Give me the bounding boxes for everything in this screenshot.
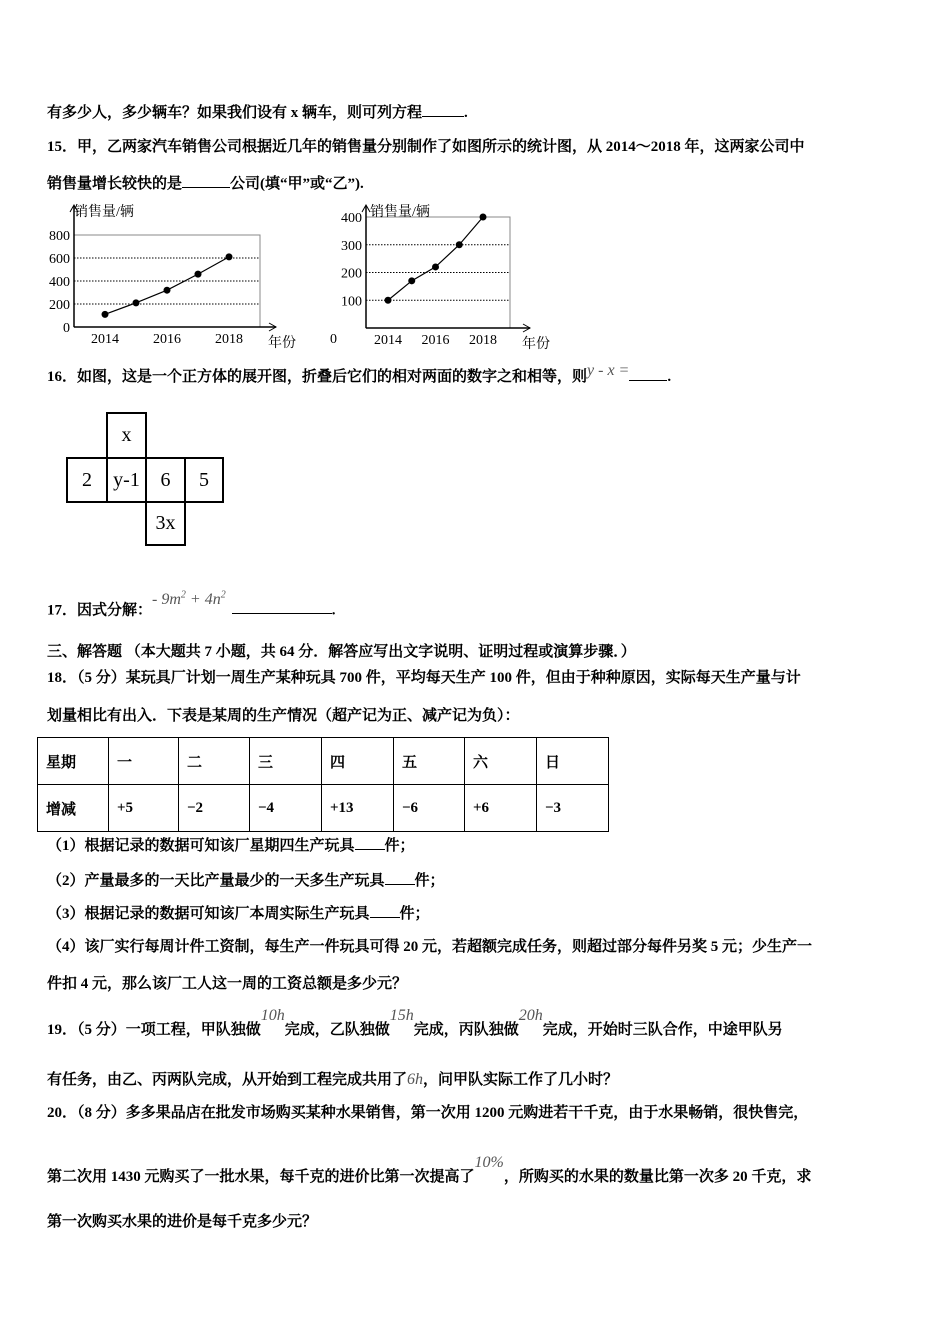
production-table bbox=[37, 737, 609, 832]
table-cell: 五 bbox=[394, 738, 465, 785]
q16 bbox=[47, 362, 672, 387]
sub-end: 件； bbox=[399, 906, 430, 922]
x-tick-label: 2016 bbox=[421, 333, 450, 348]
chart-company-jia bbox=[40, 200, 320, 350]
q18-line2: 划量相比有出入．下表是某周的生产情况（超产记为正、减产记为负）： bbox=[47, 708, 520, 724]
table-cell: −3 bbox=[537, 785, 609, 832]
q14-tail bbox=[47, 102, 468, 123]
y-tick-label: 600 bbox=[49, 252, 70, 267]
q19-text: 完成，开始时三队合作，中途甲队另 bbox=[542, 1022, 783, 1038]
exponent: 2 bbox=[180, 590, 186, 601]
data-point bbox=[480, 214, 487, 221]
table-row bbox=[38, 738, 609, 785]
answer-blank bbox=[629, 366, 667, 381]
q20-line1: 20．（8 分）多多果品店在批发市场购买某种水果销售，第一次用 1200 元购进若干千克，由于水果畅销，很快售完， bbox=[47, 1105, 809, 1121]
q17-math bbox=[152, 591, 226, 608]
math-10h: 10h bbox=[260, 1007, 285, 1024]
answer-blank bbox=[182, 173, 230, 188]
table-cell: 六 bbox=[465, 738, 537, 785]
q14-end: . bbox=[464, 105, 468, 121]
data-point bbox=[102, 311, 109, 318]
q20-line2 bbox=[47, 1154, 812, 1187]
data-point bbox=[226, 253, 233, 260]
answer-blank bbox=[232, 599, 332, 614]
answer-blank bbox=[370, 903, 400, 918]
math-term: + 4n bbox=[185, 591, 221, 609]
data-point bbox=[432, 263, 439, 270]
data-point bbox=[164, 287, 171, 294]
q19-text: ，问甲队实际工作了几小时？ bbox=[423, 1072, 619, 1088]
table-cell: 日 bbox=[537, 738, 609, 785]
q18-sub4-line2: 件扣 4 元，那么该厂工人这一周的工资总额是多少元？ bbox=[47, 976, 408, 992]
y-axis-label: 销售量/辆 bbox=[370, 205, 430, 220]
table-cell: +5 bbox=[109, 785, 179, 832]
table-cell: 星期 bbox=[38, 738, 109, 785]
q15-text-end: 公司(填“甲”或“乙”). bbox=[230, 176, 364, 192]
q15-text: 销售量增长较快的是 bbox=[47, 176, 183, 192]
table-cell: 增减 bbox=[38, 785, 109, 832]
q18-sub3 bbox=[47, 903, 430, 924]
x-axis-label: 年份 bbox=[268, 336, 296, 350]
data-point bbox=[385, 297, 392, 304]
sub-end: 件； bbox=[414, 873, 445, 889]
q15-line1: 15．甲，乙两家汽车销售公司根据近几年的销售量分别制作了如图所示的统计图，从 2014～2018 年，这两家公司中 bbox=[47, 139, 805, 155]
math-15h: 15h bbox=[389, 1007, 414, 1024]
sub-text: （2）产量最多的一天比产量最少的一天多生产玩具 bbox=[47, 873, 385, 889]
data-point bbox=[133, 299, 140, 306]
table-cell: +13 bbox=[322, 785, 394, 832]
q20-text: 第二次用 1430 元购买了一批水果，每千克的进价比第一次提高了 bbox=[47, 1169, 475, 1185]
y-axis-label: 销售量/辆 bbox=[74, 205, 134, 220]
q14-text: 有多少人，多少辆车？如果我们设有 x 辆车，则可列方程 bbox=[47, 105, 423, 121]
answer-blank bbox=[422, 102, 464, 117]
net-cell: 6 bbox=[145, 457, 186, 503]
data-point bbox=[408, 277, 415, 284]
exponent: 2 bbox=[220, 590, 226, 601]
y-tick-label: 800 bbox=[49, 229, 70, 244]
y-tick-label: 0 bbox=[330, 332, 337, 347]
table-cell: −4 bbox=[250, 785, 322, 832]
series-line bbox=[388, 217, 483, 300]
q20-text: ，所购买的水果的数量比第一次多 20 千克，求 bbox=[503, 1169, 812, 1185]
table-cell: 二 bbox=[179, 738, 250, 785]
q18-sub4-line1: （4）该厂实行每周计件工资制，每生产一件玩具可得 20 元，若超额完成任务，则超过部分每件另奖 5 元；少生产一 bbox=[47, 939, 813, 955]
x-tick-label: 2016 bbox=[153, 332, 181, 347]
net-cell: y-1 bbox=[106, 457, 147, 503]
answer-blank bbox=[355, 835, 385, 850]
sub-text: （3）根据记录的数据可知该厂本周实际生产玩具 bbox=[47, 906, 370, 922]
table-cell: 一 bbox=[109, 738, 179, 785]
q16-text: 16．如图，这是一个正方体的展开图，折叠后它们的相对两面的数字之和相等，则 bbox=[47, 369, 588, 385]
y-tick-label: 300 bbox=[341, 238, 362, 254]
table-cell: −2 bbox=[179, 785, 250, 832]
q19-line2 bbox=[47, 1070, 618, 1090]
table-row bbox=[38, 785, 609, 832]
x-tick-label: 2014 bbox=[374, 333, 402, 348]
q19-text: 完成，丙队独做 bbox=[413, 1022, 519, 1038]
net-cell: 5 bbox=[184, 457, 224, 503]
net-cell: 2 bbox=[66, 457, 108, 503]
q19-text: 完成，乙队独做 bbox=[284, 1022, 390, 1038]
data-point bbox=[195, 271, 202, 278]
answer-blank bbox=[385, 870, 415, 885]
chart-company-yi bbox=[330, 200, 570, 350]
q19-text: 有任务，由乙、丙两队完成，从开始到工程完成共用了 bbox=[47, 1072, 408, 1088]
q15-line2 bbox=[47, 173, 364, 194]
math-20h: 20h bbox=[518, 1007, 543, 1024]
math-10-percent: 10% bbox=[474, 1154, 504, 1171]
math-6h: 6h bbox=[407, 1071, 424, 1088]
q18-sub2 bbox=[47, 870, 445, 891]
q18-line1: 18．（5 分）某玩具厂计划一周生产某种玩具 700 件，平均每天生产 100 件，但由于种种原因，实际每天生产量与计 bbox=[47, 670, 801, 686]
q17 bbox=[47, 590, 336, 620]
y-tick-label: 100 bbox=[341, 294, 362, 310]
y-tick-label: 400 bbox=[49, 275, 70, 290]
q19-line1 bbox=[47, 1007, 783, 1040]
table-cell: 三 bbox=[250, 738, 322, 785]
math-term: - 9m bbox=[152, 591, 181, 609]
q20-line3: 第一次购买水果的进价是每千克多少元？ bbox=[47, 1214, 318, 1230]
table-cell: −6 bbox=[394, 785, 465, 832]
section-heading: 三、解答题 （本大题共 7 小题，共 64 分．解答应写出文字说明、证明过程或演算步骤．） bbox=[47, 644, 636, 660]
x-tick-label: 2014 bbox=[91, 332, 119, 347]
q16-end: . bbox=[667, 369, 672, 385]
table-cell: 四 bbox=[322, 738, 394, 785]
x-tick-label: 2018 bbox=[469, 333, 497, 348]
x-tick-label: 2018 bbox=[215, 332, 243, 347]
sub-end: 件； bbox=[384, 838, 415, 854]
y-tick-label: 200 bbox=[341, 266, 362, 282]
q17-text: 17．因式分解： bbox=[47, 602, 153, 619]
y-tick-label: 0 bbox=[63, 321, 70, 336]
net-cell-bottom: 3x bbox=[145, 501, 186, 546]
net-cell-top: x bbox=[106, 412, 147, 459]
y-tick-label: 400 bbox=[341, 211, 362, 226]
y-tick-label: 200 bbox=[49, 298, 70, 313]
data-point bbox=[456, 241, 463, 248]
table-cell: +6 bbox=[465, 785, 537, 832]
q16-math: y - x = bbox=[587, 362, 630, 379]
q19-text: 19．（5 分）一项工程，甲队独做 bbox=[47, 1022, 261, 1038]
x-axis-label: 年份 bbox=[522, 337, 550, 350]
series-line bbox=[105, 257, 229, 315]
q17-end: . bbox=[331, 602, 336, 619]
sub-text: （1）根据记录的数据可知该厂星期四生产玩具 bbox=[47, 838, 355, 854]
q18-sub1 bbox=[47, 835, 415, 856]
